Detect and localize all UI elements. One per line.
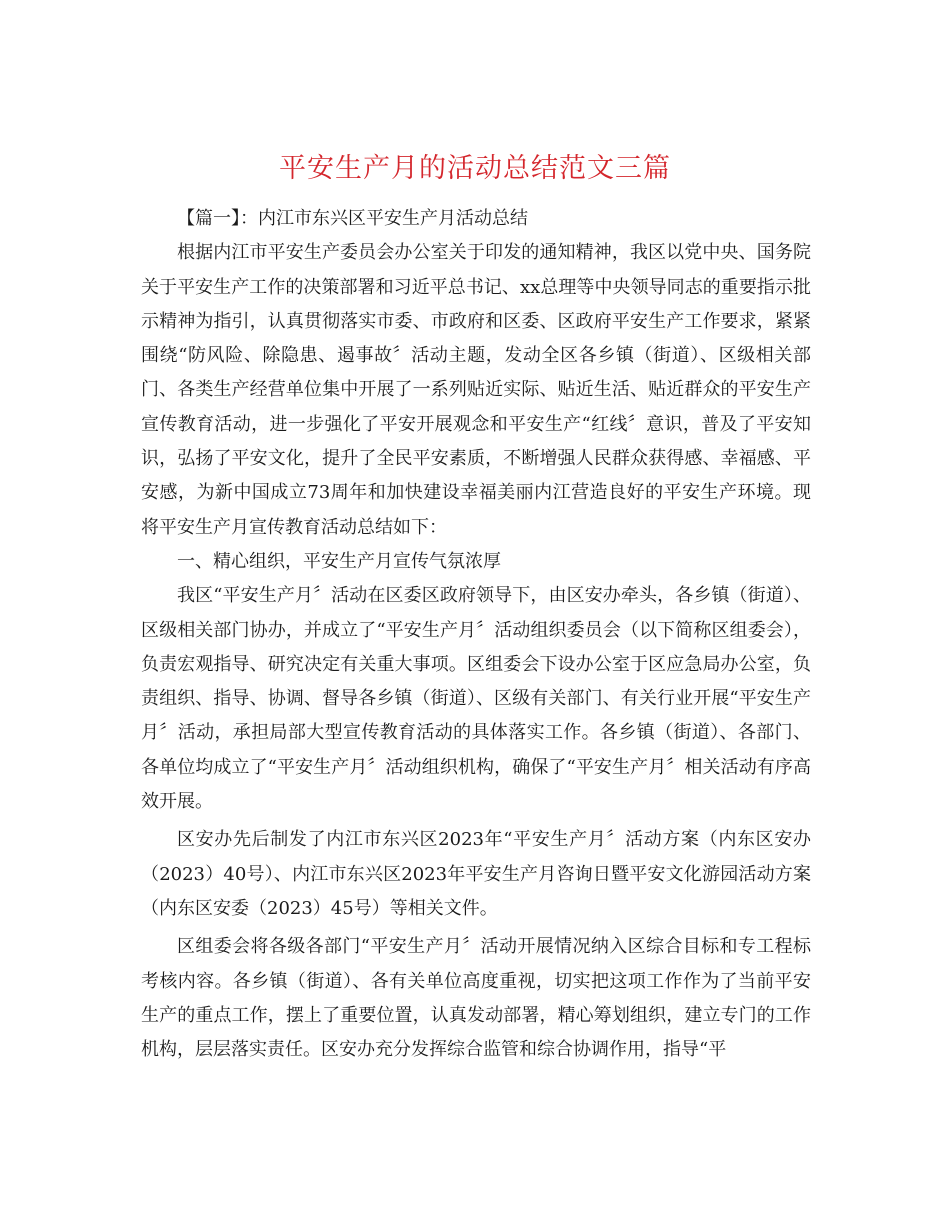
subsection-heading: 一、精心组织，平安生产月宣传气氛浓厚 [177,550,501,572]
document-body [141,202,811,1067]
body-paragraph: 我区“平安生产月〞活动在区委区政府领导下，由区安办牵头，各乡镇（街道）、区级相关部门协办，并成立了“平安生产月〞活动组织委员会（以下简称区组委会），负责宏观指导、研究决定有关重大事项。区组委会下设办公室于区应急局办公室，负责组织、指导、协调、督导各乡镇（街道）、区级有关部门、有关行业开展“平安生产月〞活动，承担局部大型宣传教育活动的具体落实工作。各乡镇（街道）、各部门、各单位均成立了“平安生产月〞活动组织机构，确保了“平安生产月〞相关活动有序高效开展。 [141,585,811,813]
body-paragraph: 根据内江市平安生产委员会办公室关于印发的通知精神，我区以党中央、国务院关于平安生产工作的决策部署和习近平总书记、xx总理等中央领导同志的重要指示批示精神为指引，认真贯彻落实市委、市政府和区委、区政府平安生产工作要求，紧紧围绕“防风险、除隐患、遏事故〞活动主题，发动全区各乡镇（街道）、区级相关部门、各类生产经营单位集中开展了一系列贴近实际、贴近生活、贴近群众的平安生产宣传教育活动，进一步强化了平安开展观念和平安生产“红线〞意识，普及了平安知识，弘扬了平安文化，提升了全民平安素质，不断增强人民群众获得感、幸福感、平安感，为新中国成立73周年和加快建设幸福美丽内江营造良好的平安生产环境。现将平安生产月宣传教育活动总结如下： [141,242,811,538]
section-heading: 【篇一】：内江市东兴区平安生产月活动总结 [177,208,528,229]
body-paragraph: 区安办先后制发了内江市东兴区2023年“平安生产月〞活动方案（内东区安办（2023）40号）、内江市东兴区2023年平安生产月咨询日暨平安文化游园活动方案（内东区安委（2023）45号）等相关文件。 [141,829,811,919]
body-paragraph: 区组委会将各级各部门“平安生产月〞活动开展情况纳入区综合目标和专工程标考核内容。各乡镇（街道）、各有关单位高度重视，切实把这项工作作为了当前平安生产的重点工作，摆上了重要位置，认真发动部署，精心筹划组织，建立专门的工作机构，层层落实责任。区安办充分发挥综合监管和综合协调作用，指导“平 [141,936,811,1061]
document-title: 平安生产月的活动总结范文三篇 [279,153,671,185]
